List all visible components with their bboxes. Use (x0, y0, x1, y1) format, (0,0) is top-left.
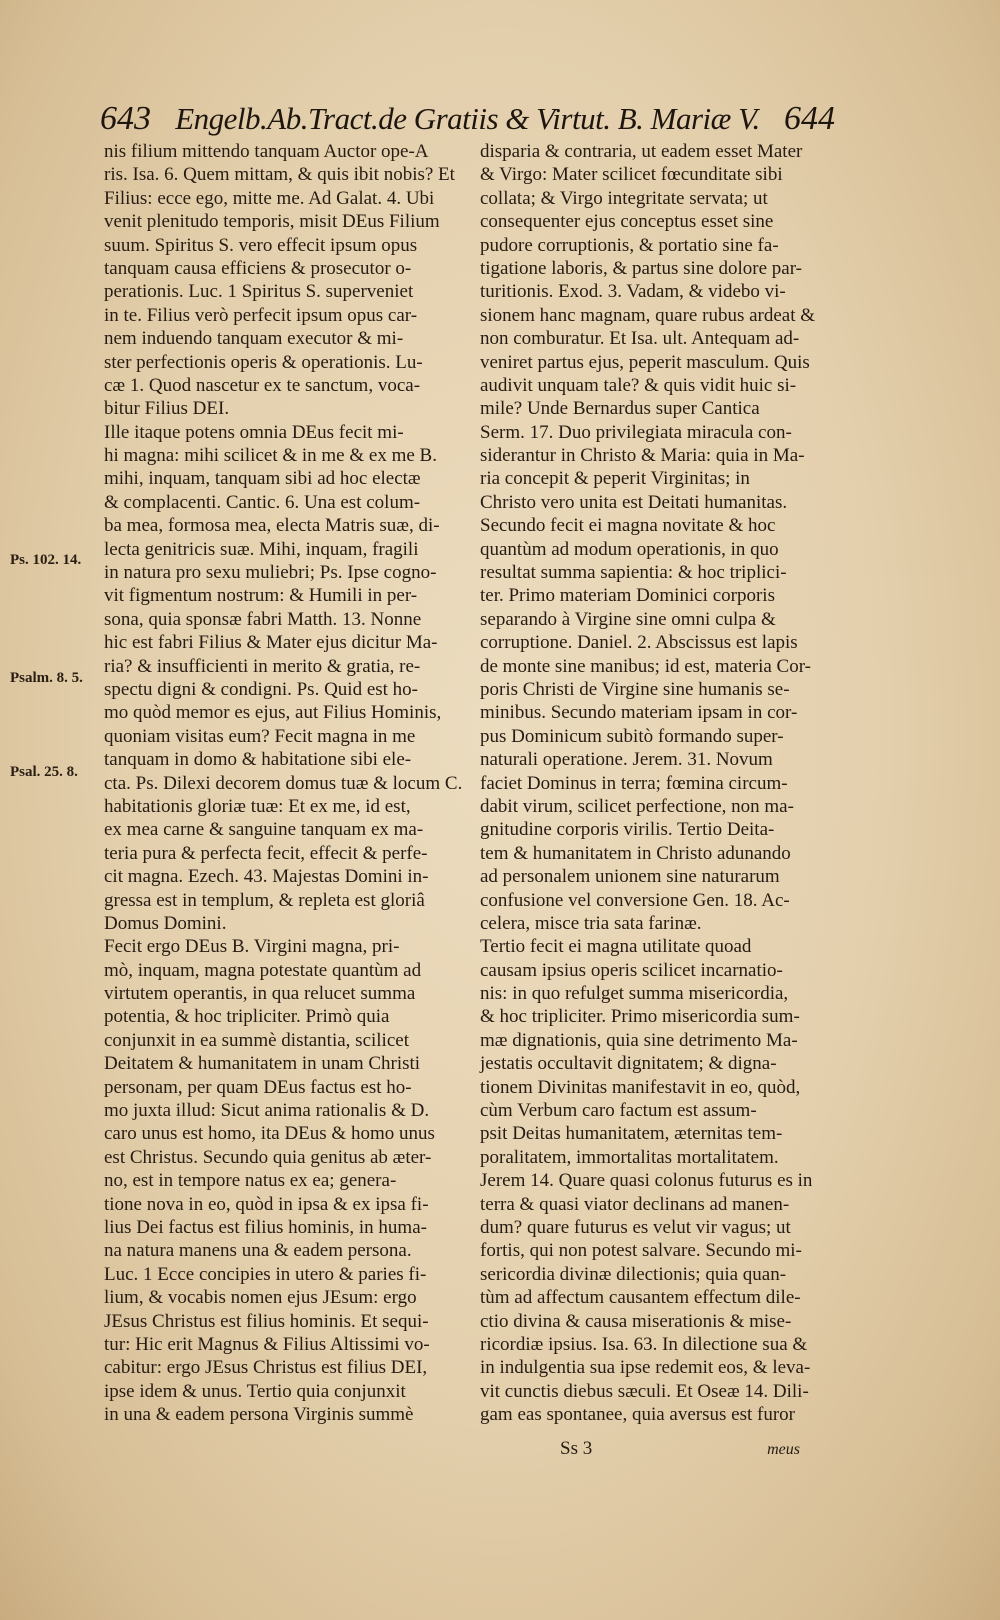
text-line: & complacenti. Cantic. 6. Una est colum- (104, 491, 421, 513)
text-line: cæ 1. Quod nascetur ex te sanctum, voca- (104, 374, 421, 396)
text-line: perationis. Luc. 1 Spiritus S. superveniet (104, 281, 414, 303)
text-line: tanquam in domo & habitatione sibi ele- (104, 749, 412, 771)
text-line: cta. Ps. Dilexi decorem domus tuæ & locum C. (104, 772, 463, 794)
text-line: suum. Spiritus S. vero effecit ipsum opus (104, 234, 418, 256)
text-line: corruptione. Daniel. 2. Abscissus est lapis (480, 632, 798, 654)
left-text-column (104, 140, 462, 1426)
text-line: Filius: ecce ego, mitte me. Ad Galat. 4. Ubi (104, 187, 435, 209)
text-line: bitur Filius DEI. (104, 398, 230, 420)
text-line: Fecit ergo DEus B. Virgini magna, pri- (104, 936, 400, 958)
text-line: sionem hanc magnam, quare rubus ardeat & (480, 304, 816, 326)
text-line: tanquam causa efficiens & prosecutor o- (104, 257, 412, 279)
text-line: venit plenitudo temporis, misit DEus Filium (104, 211, 440, 233)
text-line: naturali operatione. Jerem. 31. Novum (480, 749, 773, 771)
text-line: dum? quare futurus es velut vir vagus; ut (480, 1216, 791, 1238)
text-line: cùm Verbum caro factum est assum- (480, 1100, 757, 1122)
margin-note: Ps. 102. 14. (10, 552, 82, 568)
text-line: tione nova in eo, quòd in ipsa & ex ipsa fi- (104, 1193, 429, 1215)
text-line: virtutem operantis, in qua relucet summa (104, 983, 416, 1005)
text-line: tur: Hic erit Magnus & Filius Altissimi vo- (104, 1333, 430, 1355)
text-line: ba mea, formosa mea, electa Matris suæ, di- (104, 515, 440, 537)
page-footer (560, 1438, 800, 1460)
text-line: minibus. Secundo materiam ipsam in cor- (480, 702, 798, 724)
text-line: mo juxta illud: Sicut anima rationalis & D. (104, 1100, 430, 1122)
text-line: vit figmentum nostrum: & Humili in per- (104, 585, 418, 607)
text-line: ad personalem unionem sine naturarum (480, 866, 780, 888)
text-line: Ille itaque potens omnia DEus fecit mi- (104, 421, 404, 443)
text-line: lius Dei factus est filius hominis, in huma- (104, 1216, 427, 1238)
text-line: dabit virum, scilicet perfectione, non ma- (480, 795, 794, 817)
text-line: mile? Unde Bernardus super Cantica (480, 398, 760, 420)
text-line: tùm ad affectum causantem effectum dile- (480, 1287, 801, 1309)
text-line: JEsus Christus est filius hominis. Et sequi- (104, 1310, 429, 1332)
text-line: ipse idem & unus. Tertio quia conjunxit (104, 1380, 406, 1402)
text-line: caro unus est homo, ita DEus & homo unus (104, 1123, 435, 1145)
text-line: no, est in tempore natus ex ea; genera- (104, 1170, 397, 1192)
text-line: fortis, qui non potest salvare. Secundo mi- (480, 1240, 802, 1262)
text-line: gnitudine corporis virilis. Tertio Deita- (480, 819, 775, 841)
text-line: jestatis occultavit dignitatem; & digna- (480, 1053, 777, 1075)
text-line: ster perfectionis operis & operationis. Lu- (104, 351, 423, 373)
page-number-right: 644 (784, 100, 835, 137)
text-line: Luc. 1 Ecce concipies in utero & paries fi- (104, 1263, 427, 1285)
text-line: & hoc tripliciter. Primo misericordia sum- (480, 1006, 800, 1028)
running-header (100, 100, 835, 144)
text-line: sericordia divinæ dilectionis; quia quan- (480, 1263, 787, 1285)
text-line: ria concepit & peperit Virginitas; in (480, 468, 750, 490)
text-line: na natura manens una & eadem persona. (104, 1240, 412, 1262)
text-line: potentia, & hoc tripliciter. Primò quia (104, 1006, 390, 1028)
text-line: nis: in quo refulget summa misericordia, (480, 983, 789, 1005)
text-line: faciet Dominus in terra; fœmina circum- (480, 772, 788, 794)
text-line: teria pura & perfecta fecit, effecit & perfe- (104, 842, 428, 864)
text-line: Domus Domini. (104, 912, 227, 934)
text-line: tigatione laboris, & partus sine dolore par- (480, 257, 803, 279)
text-line: Christo vero unita est Deitati humanitas. (480, 491, 788, 513)
text-line: psit Deitas humanitatem, æternitas tem- (480, 1123, 783, 1145)
text-line: de monte sine manibus; id est, materia Cor- (480, 655, 811, 677)
text-line: terra & quasi viator declinans ad manen- (480, 1193, 790, 1215)
text-line: collata; & Virgo integritate servata; ut (480, 187, 768, 209)
text-line: veniret partus ejus, peperit masculum. Quis (480, 351, 810, 373)
text-line: in natura pro sexu muliebri; Ps. Ipse cogno- (104, 562, 437, 584)
text-line: in indulgentia sua ipse redemit eos, & leva- (480, 1357, 811, 1379)
text-line: hic est fabri Filius & Mater ejus dicitur Ma- (104, 632, 438, 654)
text-line: lium, & vocabis nomen ejus JEsum: ergo (104, 1287, 417, 1309)
text-line: vit cunctis diebus sæculi. Et Oseæ 14. Dili- (480, 1380, 809, 1402)
text-line: ter. Primo materiam Dominici corporis (480, 585, 775, 607)
text-line: mæ dignationis, quia sine detrimento Ma- (480, 1029, 798, 1051)
text-line: celera, misce tria sata farinæ. (480, 912, 702, 934)
text-line: ex mea carne & sanguine tanquam ex ma- (104, 819, 424, 841)
text-line: gam eas spontanee, quia aversus est furor (480, 1404, 795, 1426)
text-line: confusione vel conversione Gen. 18. Ac- (480, 889, 790, 911)
text-line: turitionis. Exod. 3. Vadam, & videbo vi- (480, 281, 786, 303)
text-line: personam, per quam DEus factus est ho- (104, 1076, 412, 1098)
page-number-left: 643 (100, 100, 151, 137)
text-line: siderantur in Christo & Maria: quia in Ma- (480, 445, 805, 467)
signature-mark: Ss 3 (560, 1438, 593, 1459)
text-line: in te. Filius verò perfecit ipsum opus car- (104, 304, 418, 326)
text-line: consequenter ejus conceptus esset sine (480, 211, 774, 233)
text-line: ria? & insufficienti in merito & gratia, re- (104, 655, 421, 677)
text-line: Deitatem & humanitatem in unam Christi (104, 1053, 421, 1075)
catchword: meus (767, 1441, 800, 1458)
text-line: cit magna. Ezech. 43. Majestas Domini in- (104, 866, 429, 888)
text-line: mò, inquam, magna potestate quantùm ad (104, 959, 422, 981)
text-line: & Virgo: Mater scilicet fœcunditate sibi (480, 164, 783, 186)
text-line: hi magna: mihi scilicet & in me & ex me B. (104, 445, 437, 467)
right-text-column (480, 140, 836, 1426)
text-line: lecta genitricis suæ. Mihi, inquam, fragili (104, 538, 419, 560)
text-line: spectu digni & condigni. Ps. Quid est ho- (104, 678, 419, 700)
text-line: poralitatem, immortalitas mortalitatem. (480, 1146, 779, 1168)
text-line: conjunxit in ea summè distantia, scilicet (104, 1029, 409, 1051)
text-line: in una & eadem persona Virginis summè (104, 1404, 414, 1426)
text-line: nem induendo tanquam executor & mi- (104, 328, 404, 350)
text-line: est Christus. Secundo quia genitus ab æter- (104, 1146, 432, 1168)
text-line: pus Dominicum subitò formando super- (480, 725, 784, 747)
text-line: mo quòd memor es ejus, aut Filius Hominis, (104, 702, 442, 724)
text-line: habitationis gloriæ tuæ: Et ex me, id est, (104, 795, 411, 817)
text-line: gressa est in templum, & repleta est gloriâ (104, 889, 425, 911)
margin-note: Psalm. 8. 5. (10, 670, 83, 686)
text-line: Secundo fecit ei magna novitate & hoc (480, 515, 776, 537)
text-line: causam ipsius operis scilicet incarnatio- (480, 959, 783, 981)
text-line: resultat summa sapientia: & hoc triplici- (480, 562, 787, 584)
running-title: Engelb.Ab.Tract.de Gratiis & Virtut. B. Mariæ V. (175, 101, 760, 136)
text-line: tem & humanitatem in Christo adunando (480, 842, 791, 864)
text-line: pudore corruptionis, & portatio sine fa- (480, 234, 779, 256)
text-line: ctio divina & causa miserationis & mise- (480, 1310, 792, 1332)
margin-note: Psal. 25. 8. (10, 764, 78, 780)
text-line: Jerem 14. Quare quasi colonus futurus es in (480, 1170, 813, 1192)
text-line: cabitur: ergo JEsus Christus est filius DEI, (104, 1357, 428, 1379)
text-line: audivit unquam tale? & quis vidit huic si- (480, 374, 797, 396)
text-line: tionem Divinitas manifestavit in eo, quòd, (480, 1076, 801, 1098)
text-line: quoniam visitas eum? Fecit magna in me (104, 725, 416, 747)
text-line: mihi, inquam, tanquam sibi ad hoc electæ (104, 468, 421, 490)
text-line: nis filium mittendo tanquam Auctor ope-A (104, 141, 429, 162)
text-line: non comburatur. Et Isa. ult. Antequam ad- (480, 328, 800, 350)
text-line: Serm. 17. Duo privilegiata miracula con- (480, 421, 792, 443)
text-line: ricordiæ ipsius. Isa. 63. In dilectione sua & (480, 1333, 808, 1355)
text-line: Tertio fecit ei magna utilitate quoad (480, 936, 752, 958)
text-line: ris. Isa. 6. Quem mittam, & quis ibit nobis? Et (104, 164, 455, 186)
text-line: disparia & contraria, ut eadem esset Mater (480, 141, 803, 162)
text-line: poris Christi de Virgine sine humanis se- (480, 678, 790, 700)
text-line: sona, quia sponsæ fabri Matth. 13. Nonne (104, 608, 422, 630)
text-line: quantùm ad modum operationis, in quo (480, 538, 779, 560)
text-line: separando à Virgine sine omni culpa & (480, 608, 776, 630)
